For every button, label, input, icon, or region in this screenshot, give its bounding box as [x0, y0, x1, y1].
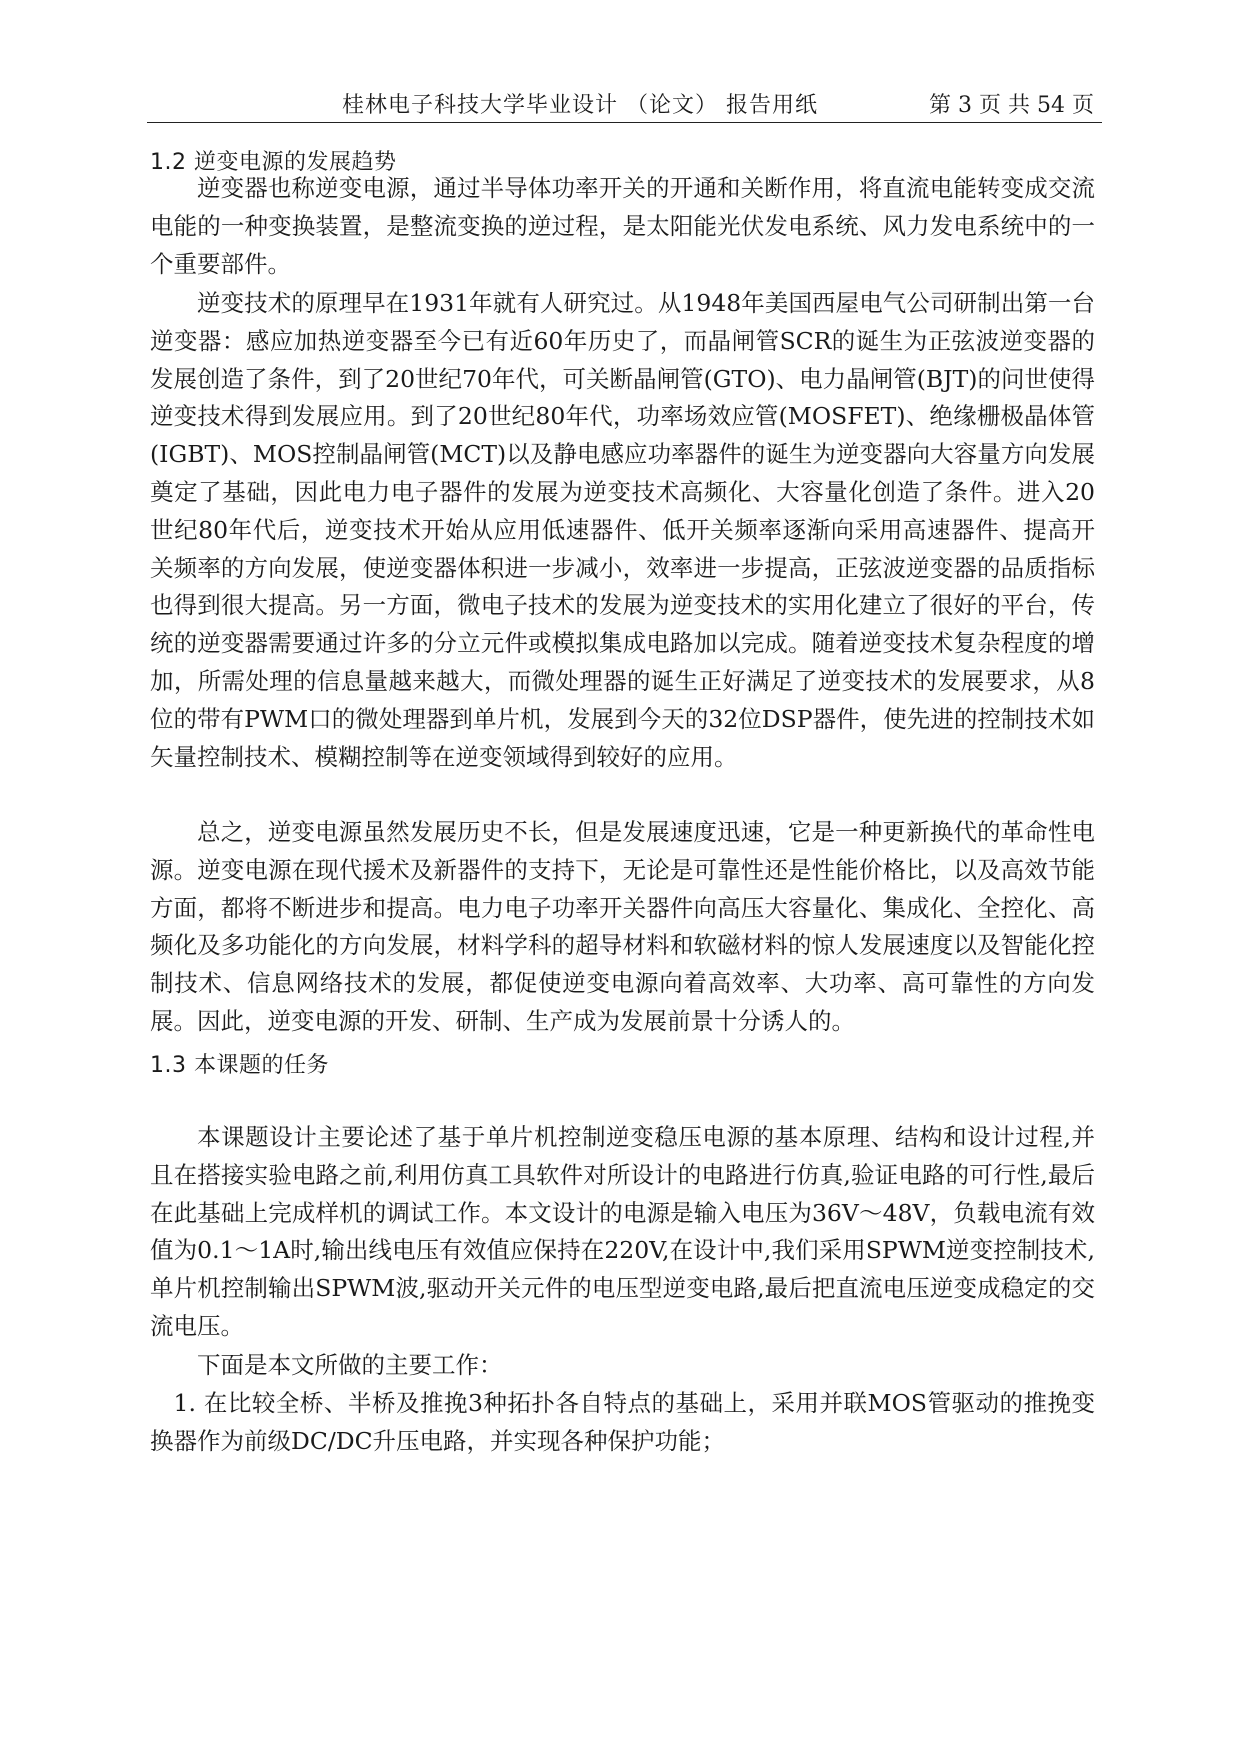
list-item: 1. 在比较全桥、半桥及推挽3种拓扑各自特点的基础上，采用并联MOS管驱动的推挽变换器作为前级DC/DC升压电路，并实现各种保护功能；: [150, 1389, 1095, 1455]
paragraph: 下面是本文所做的主要工作：: [197, 1351, 503, 1379]
paragraph: 本课题设计主要论述了基于单片机控制逆变稳压电源的基本原理、结构和设计过程,并且在搭接实验电路之前,利用仿真工具软件对所设计的电路进行仿真,验证电路的可行性,最后在此基础上完成样机的调试工作。本文设计的电源是输入电压为36V～48V，负载电流有效值为0.1～1A时,输出线电压有效值应保持在220V,在设计中,我们采用SPWM逆变控制技术,单片机控制输出SPWM波,驱动开关元件的电压型逆变电路,最后把直流电压逆变成稳定的交流电压。: [150, 1123, 1095, 1340]
section-heading-1-3: 1.3 本课题的任务: [150, 1053, 329, 1078]
page-header: [147, 88, 1102, 123]
header-title: 桂林电子科技大学毕业设计 （论文） 报告用纸: [342, 93, 818, 118]
header-page-info: 第 3 页 共 54 页: [929, 93, 1094, 118]
section-heading-1-2: 1.2 逆变电源的发展趋势: [150, 150, 397, 175]
paragraph: 总之，逆变电源虽然发展历史不长，但是发展速度迅速，它是一种更新换代的革命性电源。逆变电源在现代援术及新器件的支持下，无论是可靠性还是性能价格比，以及高效节能方面，都将不断进步和提高。电力电子功率开关器件向高压大容量化、集成化、全控化、高频化及多功能化的方向发展，材料学科的超导材料和软磁材料的惊人发展速度以及智能化控制技术、信息网络技术的发展，都促使逆变电源向着高效率、大功率、高可靠性的方向发展。因此，逆变电源的开发、研制、生产成为发展前景十分诱人的。: [150, 818, 1095, 1035]
paragraph: 逆变技术的原理早在1931年就有人研究过。从1948年美国西屋电气公司研制出第一台逆变器：感应加热逆变器至今已有近60年历史了，而晶闸管SCR的诞生为正弦波逆变器的发展创造了条件，到了20世纪70年代，可关断晶闸管(GTO)、电力晶闸管(BJT)的问世使得逆变技术得到发展应用。到了20世纪80年代，功率场效应管(MOSFET)、绝缘栅极晶体管(IGBT)、MOS控制晶闸管(MCT)以及静电感应功率器件的诞生为逆变器向大容量方向发展奠定了基础，因此电力电子器件的发展为逆变技术高频化、大容量化创造了条件。进入20世纪80年代后，逆变技术开始从应用低速器件、低开关频率逐渐向采用高速器件、提高开关频率的方向发展，使逆变器体积进一步减小，效率进一步提高，正弦波逆变器的品质指标也得到很大提高。另一方面，微电子技术的发展为逆变技术的实用化建立了很好的平台，传统的逆变器需要通过许多的分立元件或模拟集成电路加以完成。随着逆变技术复杂程度的增加，所需处理的信息量越来越大，而微处理器的诞生正好满足了逆变技术的发展要求，从8位的带有PWM口的微处理器到单片机，发展到今天的32位DSP器件，使先进的控制技术如矢量控制技术、模糊控制等在逆变领域得到较好的应用。: [150, 289, 1095, 771]
paragraph: 逆变器也称逆变电源，通过半导体功率开关的开通和关断作用，将直流电能转变成交流电能的一种变换装置，是整流变换的逆过程，是太阳能光伏发电系统、风力发电系统中的一个重要部件。: [150, 174, 1095, 278]
